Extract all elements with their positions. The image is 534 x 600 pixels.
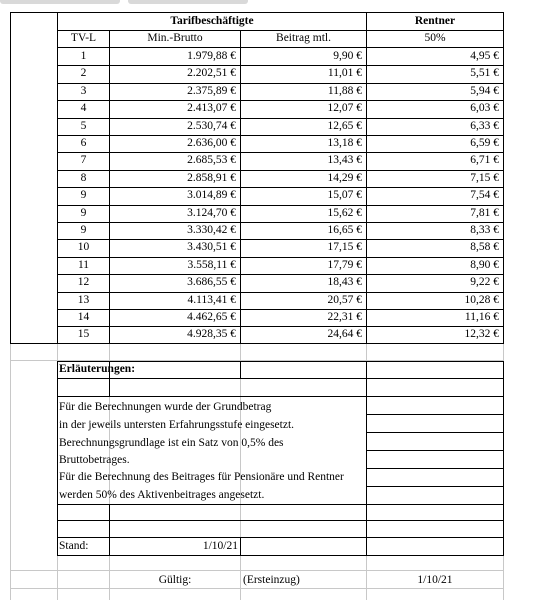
cell-tvl: 9: [80, 189, 87, 202]
cell-brutto: 3.430,51 €: [187, 241, 236, 254]
col-header-tvl: TV-L: [70, 32, 97, 44]
cell-tvl: 5: [80, 119, 87, 132]
cell-rentner: 7,81 €: [470, 206, 499, 219]
cell-beitrag: 11,88 €: [327, 84, 362, 97]
cell-brutto: 3.330,42 €: [187, 224, 236, 236]
cell-brutto: 3.124,70 €: [187, 206, 236, 219]
cell-brutto: 2.858,91 €: [187, 171, 236, 184]
cell-tvl: 4: [80, 102, 87, 115]
col-header-beitrag: Beitrag mtl.: [276, 32, 331, 44]
notes-border: [57, 396, 504, 397]
cell-rentner: 6,59 €: [470, 137, 499, 149]
cell-tvl: 10: [77, 241, 90, 254]
cell-tvl: 12: [77, 276, 90, 289]
cell-rentner: 6,03 €: [470, 102, 499, 115]
cell-rentner: 8,33 €: [470, 224, 499, 236]
cell-tvl: 11: [77, 258, 90, 271]
cell-rentner: 10,28 €: [464, 293, 499, 306]
cell-rentner: 6,33 €: [470, 119, 499, 132]
cell-brutto: 4.462,65 €: [187, 311, 236, 323]
cell-rentner: 5,51 €: [470, 67, 499, 80]
notes-heading: Erläuterungen:: [59, 363, 136, 375]
cell-brutto: 3.558,11 €: [187, 258, 236, 271]
cell-tvl: 15: [77, 328, 90, 341]
cell-beitrag: 18,43 €: [327, 276, 362, 289]
note-line: Bruttobetrages.: [59, 454, 130, 466]
cell-brutto: 2.375,89 €: [187, 84, 236, 97]
col-header-brutto: Min.-Brutto: [147, 32, 203, 44]
cell-tvl: 7: [80, 154, 87, 167]
table-border-right: [503, 12, 504, 344]
cell-brutto: 2.636,00 €: [187, 137, 236, 149]
cell-beitrag: 9,90 €: [333, 50, 362, 62]
cell-rentner: 4,95 €: [470, 50, 499, 62]
note-line: Berechnungsgrundlage ist ein Satz von 0,5% des: [59, 437, 284, 449]
cell-brutto: 1.979,88 €: [187, 50, 236, 62]
notes-border: [57, 555, 504, 556]
cell-tvl: 1: [80, 50, 87, 62]
table-border-left: [10, 12, 11, 344]
cell-brutto: 2.202,51 €: [187, 67, 236, 80]
cell-rentner: 7,54 €: [470, 189, 499, 202]
cell-tvl: 14: [77, 311, 90, 323]
cell-rentner: 7,15 €: [470, 171, 499, 184]
cell-brutto: 2.413,07 €: [187, 102, 236, 115]
cell-brutto: 2.530,74 €: [187, 119, 236, 132]
gridline: [10, 570, 504, 571]
header-rentner: Rentner: [414, 15, 456, 27]
notes-border: [503, 361, 504, 556]
notes-border: [240, 537, 241, 556]
cell-rentner: 8,58 €: [470, 241, 499, 254]
cell-brutto: 3.014,89 €: [187, 189, 236, 202]
cell-beitrag: 20,57 €: [327, 293, 362, 306]
notes-border: [366, 450, 504, 451]
cell-beitrag: 22,31 €: [327, 311, 362, 323]
notes-border: [366, 414, 504, 415]
notes-border: [240, 361, 241, 378]
cell-brutto: 4.928,35 €: [187, 328, 236, 341]
notes-border: [57, 520, 504, 521]
notes-border: [57, 378, 504, 379]
note-line: Für die Berechnungen wurde der Grundbetrag: [59, 401, 272, 413]
notes-border: [366, 486, 504, 487]
cell-brutto: 4.113,41 €: [187, 293, 236, 306]
cell-beitrag: 11,01 €: [327, 67, 362, 80]
gueltig-date: 1/10/21: [417, 574, 453, 586]
cell-rentner: 12,32 €: [464, 328, 499, 341]
cell-beitrag: 17,15 €: [327, 241, 362, 254]
ersteinzug-label: (Ersteinzug): [243, 574, 300, 586]
cell-rentner: 5,94 €: [470, 84, 499, 97]
cell-tvl: 2: [80, 67, 87, 80]
cell-rentner: 6,71 €: [470, 154, 499, 167]
cell-beitrag: 12,07 €: [327, 102, 362, 115]
cell-beitrag: 14,29 €: [327, 171, 362, 184]
cell-tvl: 9: [80, 206, 87, 219]
cell-beitrag: 16,65 €: [327, 224, 362, 236]
cell-tvl: 13: [77, 293, 90, 306]
notes-border: [366, 361, 367, 556]
cell-tvl: 9: [80, 224, 87, 236]
cell-brutto: 3.686,55 €: [187, 276, 236, 289]
cell-brutto: 2.685,53 €: [187, 154, 236, 167]
stand-date: 1/10/21: [202, 540, 238, 552]
cell-tvl: 6: [80, 137, 87, 149]
note-line: Für die Berechnung des Beitrages für Pensionäre und Rentner: [59, 471, 344, 483]
cell-beitrag: 13,43 €: [327, 154, 362, 167]
gueltig-label: Gültig:: [158, 574, 192, 586]
cell-beitrag: 17,79 €: [327, 258, 362, 271]
notes-border: [366, 468, 504, 469]
cell-beitrag: 12,65 €: [327, 119, 362, 132]
header-tarifbeschaeftigte: Tarifbeschäftigte: [170, 15, 254, 27]
notes-border: [57, 361, 58, 556]
cell-tvl: 8: [80, 171, 87, 184]
cell-rentner: 11,16 €: [464, 311, 499, 323]
note-line: werden 50% des Aktivenbeitrages angesetzt.: [59, 489, 265, 501]
cell-rentner: 8,90 €: [470, 258, 499, 271]
note-line: in der jeweils untersten Erfahrungsstufe eingesetzt.: [59, 419, 295, 431]
stand-label: Stand:: [59, 540, 89, 552]
cell-beitrag: 13,18 €: [327, 137, 362, 149]
notes-border: [366, 432, 504, 433]
cell-beitrag: 15,07 €: [327, 189, 362, 202]
cell-beitrag: 24,64 €: [327, 328, 362, 341]
cell-tvl: 3: [80, 84, 87, 97]
cell-beitrag: 15,62 €: [327, 206, 362, 219]
gridline: [10, 344, 11, 600]
cell-rentner: 9,22 €: [470, 276, 499, 289]
notes-border: [57, 504, 504, 505]
col-header-rentner-pct: 50%: [424, 32, 446, 44]
